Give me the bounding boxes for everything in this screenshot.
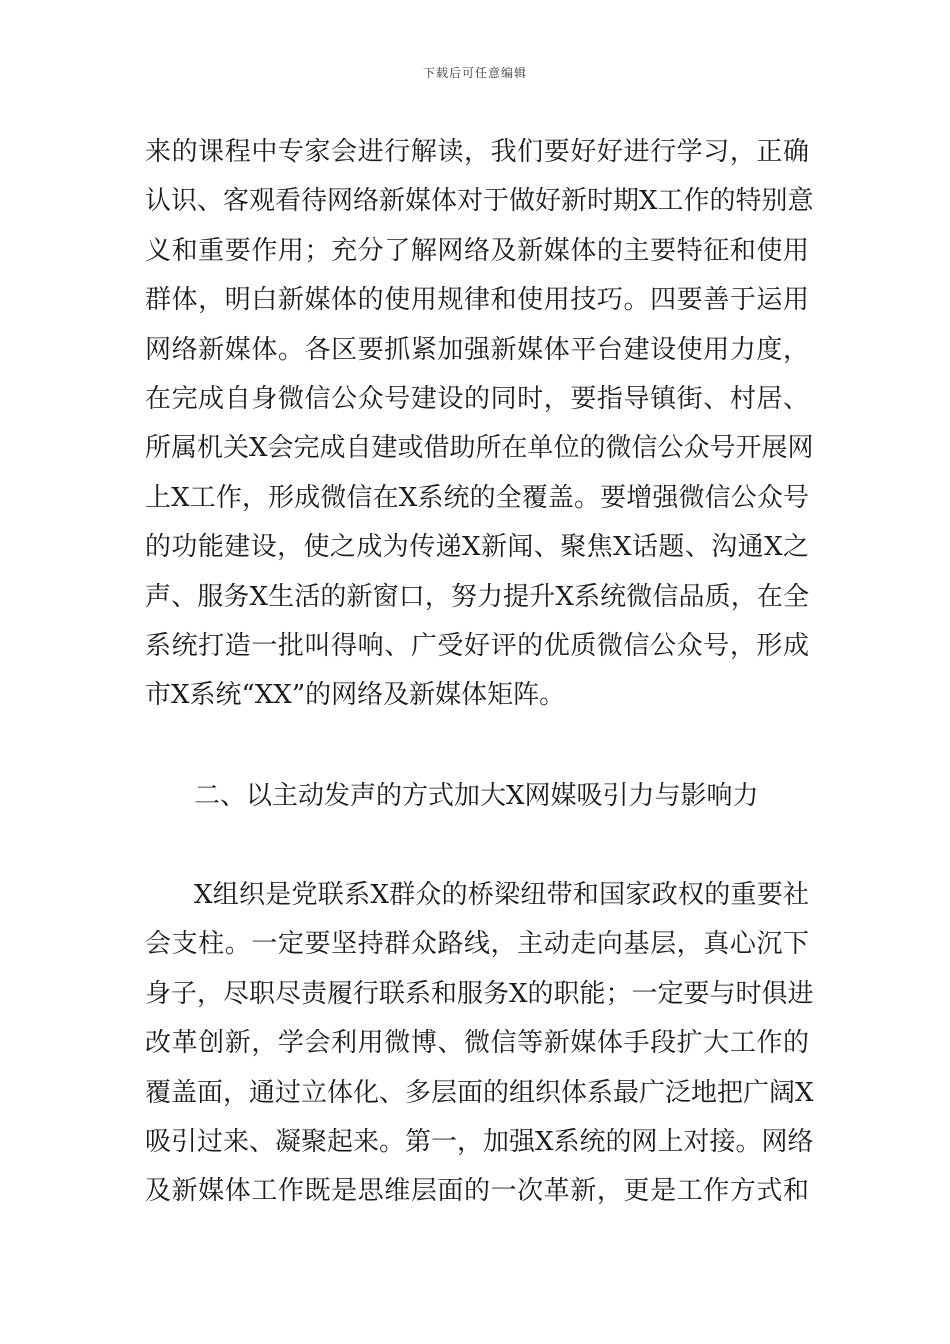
text-line: 市X系统“XX”的网络及新媒体矩阵。 — [145, 680, 566, 711]
paragraph-2 — [145, 871, 814, 1217]
text-line: 会支柱。一定要坚持群众路线，主动走向基层，真心沉下 — [145, 929, 809, 960]
text-line: 的功能建设，使之成为传递X新闻、聚焦X话题、沟通X之 — [145, 532, 809, 563]
text-line: X组织是党联系X群众的桥梁纽带和国家政权的重要社 — [194, 880, 809, 910]
text-line: 所属机关X会完成自建或借助所在单位的微信公众号开展网 — [145, 433, 814, 464]
paragraph-1 — [145, 128, 814, 721]
text-line: 群体，明白新媒体的使用规律和使用技巧。四要善于运用 — [145, 285, 809, 316]
text-line: 网络新媒体。各区要抓紧加强新媒体平台建设使用力度， — [145, 334, 809, 365]
text-line: 在完成自身微信公众号建设的同时，要指导镇街、村居、 — [145, 383, 809, 414]
text-line: 来的课程中专家会进行解读，我们要好好进行学习，正确 — [145, 137, 809, 167]
text-line: 上X工作，形成微信在X系统的全覆盖。要增强微信公众号 — [145, 482, 809, 513]
text-line: 系统打造一批叫得响、广受好评的优质微信公众号，形成 — [145, 630, 809, 661]
text-line: 吸引过来、凝聚起来。第一，加强X系统的网上对接。网络 — [145, 1126, 814, 1157]
text-line: 身子，尽职尽责履行联系和服务X的职能；一定要与时俱进 — [145, 978, 814, 1009]
page-header: 下载后可任意编辑 — [422, 66, 527, 80]
text-line: 及新媒体工作既是思维层面的一次革新，更是工作方式和 — [145, 1176, 809, 1207]
text-line: 覆盖面，通过立体化、多层面的组织体系最广泛地把广阔X — [145, 1077, 814, 1108]
text-line: 改革创新，学会利用微博、微信等新媒体手段扩大工作的 — [145, 1028, 809, 1059]
section-heading: 二、以主动发声的方式加大X网媒吸引力与影响力 — [194, 781, 759, 811]
text-line: 声、服务X生活的新窗口，努力提升X系统微信品质，在全 — [145, 581, 809, 612]
text-line: 认识、客观看待网络新媒体对于做好新时期X工作的特别意 — [145, 186, 814, 217]
text-line: 义和重要作用；充分了解网络及新媒体的主要特征和使用 — [145, 235, 809, 266]
